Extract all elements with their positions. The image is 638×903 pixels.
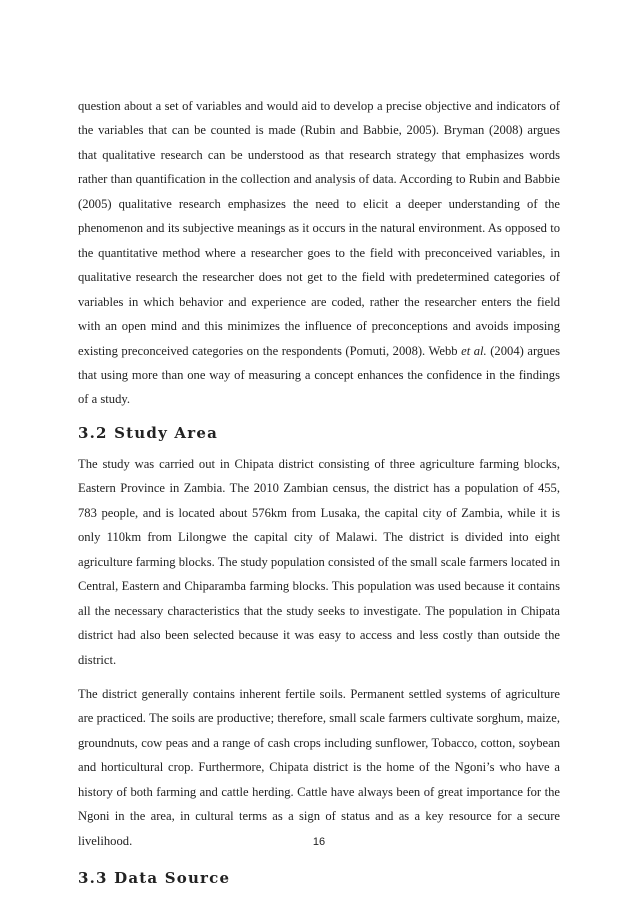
paragraph-study-area-location: The study was carried out in Chipata district consisting of three agriculture farming blocks, Eastern Province in Zambia. The 2010 Zambian census, the district has a population of 455, 783 people, and is located about 576km from Lusaka, the capital city of Zambia, while it is only 110km from Lilongwe the capital city of Malawi. The district is divided into eight agriculture farming blocks. The study population consisted of the small scale farmers located in Central, Eastern and Chiparamba farming blocks. This population was used because it contains all the necessary characteristics that the study seeks to investigate. The population in Chipata district had also been selected because it was easy to access and less costly than outside the district. — [78, 456, 560, 667]
section-heading-study-area: 3.2 Study Area — [78, 423, 219, 442]
paragraph-text-continued: (2004) argues that using more than one way of measuring a concept enhances the confidence in the findings of a study. — [78, 343, 560, 407]
paragraph-text: question about a set of variables and would aid to develop a precise objective and indicators of the variables that can be counted is made (Rubin and Babbie, 2005). Bryman (2008) argues that qualitative research can be understood as that research strategy that emphasizes words rather than quantification in the collection and analysis of data. According to Rubin and Babbie (2005) qualitative research emphasizes the need to elicit a deeper understanding of the phenomenon and its subjective meanings as it occurs in the natural environment. As opposed to the quantitative method where a researcher goes to the field with preconceived variables, in qualitative research the researcher does not get to the field with predetermined categories of variables in which behavior and experience are coded, rather the researcher enters the field with an open mind and this minimizes the influence of preconceptions and avoids imposing existing preconceived categories on the respondents (Pomuti, 2008). Webb — [78, 99, 560, 358]
page-number: 16 — [312, 836, 326, 848]
paragraph-research-methods — [78, 94, 560, 412]
paragraph-study-area-soils: The district generally contains inherent fertile soils. Permanent settled systems of agriculture are practiced. The soils are productive; therefore, small scale farmers cultivate sorghum, maize, groundnuts, cow peas and a range of cash crops including sunflower, Tobacco, cotton, soybean and horticultural crop. Furthermore, Chipata district is the home of the Ngoni’s who have a history of both farming and cattle herding. Cattle have always been of great importance for the Ngoni in the area, in cultural terms as a sign of status and as a key resource for a secure livelihood. — [78, 686, 560, 848]
page-content — [78, 94, 560, 897]
section-heading-data-source: 3.3 Data Source — [78, 869, 231, 888]
italic-citation: et al. — [461, 343, 487, 358]
